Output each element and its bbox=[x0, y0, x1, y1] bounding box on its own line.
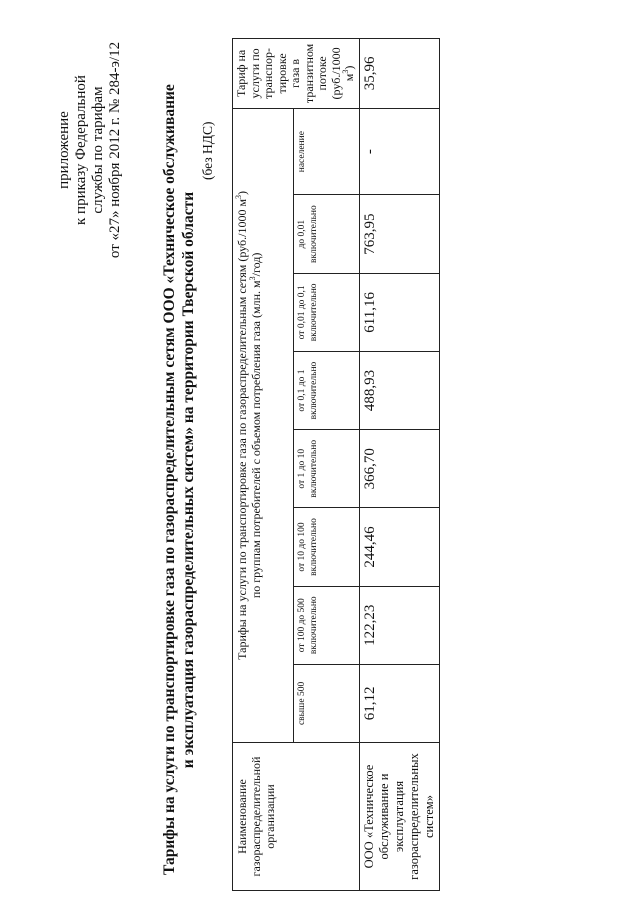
transit-column-header bbox=[233, 39, 360, 109]
superscript: 3 bbox=[248, 276, 257, 281]
group-header: от 10 до 100 включительно bbox=[293, 508, 359, 586]
group-header: от 0,1 до 1 включительно bbox=[293, 351, 359, 429]
tariff-group-header bbox=[233, 108, 294, 742]
tariff-header-text: ) bbox=[235, 190, 249, 195]
tariff-value-cell: 61,12 bbox=[359, 664, 439, 742]
org-column-header: Наименование газораспределительной организации bbox=[233, 743, 360, 891]
tariff-value-cell: 366,70 bbox=[359, 430, 439, 508]
appendix-line: службы по тарифам bbox=[90, 86, 106, 214]
document-title bbox=[160, 85, 198, 875]
transit-header-text: Тариф на услуги по транспор-тировке газа в транзитном потоке (руб./1000 м bbox=[234, 43, 356, 104]
vat-note: (без НДС) bbox=[200, 121, 215, 180]
transit-value-cell: 35,96 bbox=[359, 39, 439, 109]
tariff-value-cell: 611,16 bbox=[359, 273, 439, 351]
table-row bbox=[359, 39, 439, 891]
tariff-header-text: /год) bbox=[249, 252, 263, 277]
group-header: от 100 до 500 включительно bbox=[293, 586, 359, 664]
tariff-value-cell: 488,93 bbox=[359, 351, 439, 429]
appendix-block bbox=[56, 15, 124, 285]
tariff-value-cell: 122,23 bbox=[359, 586, 439, 664]
tariff-header-text: по группам потребителей с объемом потребления газа (млн. м bbox=[249, 280, 263, 599]
group-header: свыше 500 bbox=[293, 664, 359, 742]
group-header: от 0,01 до 0,1 включительно bbox=[293, 273, 359, 351]
group-header: от 1 до 10 включительно bbox=[293, 430, 359, 508]
tariff-value-cell: - bbox=[359, 108, 439, 195]
appendix-line: приложение bbox=[56, 111, 72, 189]
title-line: Тарифы на услуги по транспортировке газа по газораспределительным сетям ООО «Техническое обслуживание bbox=[161, 84, 178, 875]
title-line: и эксплуатация газораспределительных систем» на территории Тверской области bbox=[180, 191, 197, 769]
tariff-value-cell: 763,95 bbox=[359, 195, 439, 273]
group-header: до 0,01 включительно bbox=[293, 195, 359, 273]
appendix-line: от «27» ноября 2012 г. № 284-э/12 bbox=[107, 41, 123, 259]
tariffs-table bbox=[232, 38, 440, 891]
tariff-header-text: Тарифы на услуги по транспортировке газа по газораспределительным сетям (руб./1000 м bbox=[235, 198, 249, 660]
appendix-line: к приказу Федеральной bbox=[73, 75, 89, 225]
group-header: население bbox=[293, 108, 359, 195]
transit-header-text: ) bbox=[342, 65, 356, 70]
org-name-cell: ООО «Техническое обслуживание и эксплуатация газораспределительных систем» bbox=[359, 743, 439, 891]
header-row bbox=[233, 39, 294, 891]
superscript: 3 bbox=[234, 194, 243, 199]
tariff-value-cell: 244,46 bbox=[359, 508, 439, 586]
superscript: 3 bbox=[341, 69, 350, 74]
